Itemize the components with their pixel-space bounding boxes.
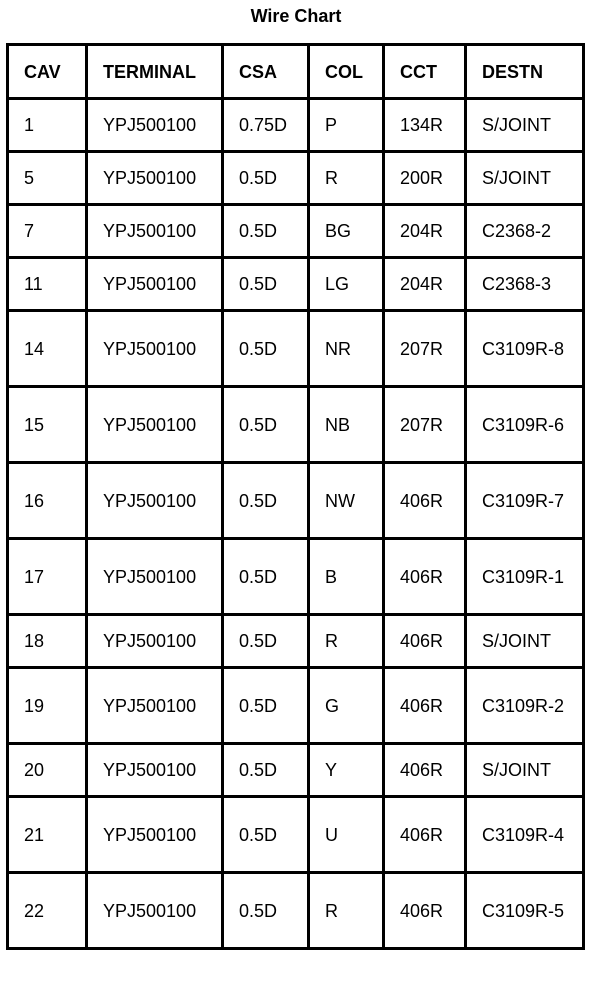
cell-col: BG [309,205,384,258]
cell-col: LG [309,258,384,311]
cell-cct: 406R [384,615,466,668]
cell-destn: C3109R-4 [466,797,584,873]
header-cav: CAV [8,45,87,99]
table-row [8,205,584,258]
cell-terminal: YPJ500100 [87,539,223,615]
cell-csa: 0.5D [223,539,309,615]
table-row [8,797,584,873]
cell-cav: 20 [8,744,87,797]
table-row [8,387,584,463]
page-title: Wire Chart [250,6,342,26]
cell-destn: C3109R-1 [466,539,584,615]
cell-cct: 406R [384,463,466,539]
header-cct: CCT [384,45,466,99]
table-row [8,539,584,615]
cell-col: NW [309,463,384,539]
table-row [8,744,584,797]
cell-cct: 207R [384,387,466,463]
cell-destn: C2368-3 [466,258,584,311]
cell-cav: 18 [8,615,87,668]
table-body [8,99,584,949]
cell-terminal: YPJ500100 [87,668,223,744]
wire-chart-table [6,43,585,950]
cell-cav: 17 [8,539,87,615]
cell-destn: S/JOINT [466,99,584,152]
cell-destn: C3109R-7 [466,463,584,539]
cell-cct: 134R [384,99,466,152]
cell-csa: 0.5D [223,873,309,949]
cell-destn: C2368-2 [466,205,584,258]
cell-csa: 0.5D [223,387,309,463]
cell-col: P [309,99,384,152]
header-destn: DESTN [466,45,584,99]
cell-col: U [309,797,384,873]
cell-cct: 204R [384,205,466,258]
cell-terminal: YPJ500100 [87,258,223,311]
header-terminal: TERMINAL [87,45,223,99]
cell-destn: C3109R-2 [466,668,584,744]
cell-terminal: YPJ500100 [87,615,223,668]
table-row [8,615,584,668]
cell-csa: 0.75D [223,99,309,152]
cell-cav: 19 [8,668,87,744]
cell-destn: C3109R-8 [466,311,584,387]
cell-csa: 0.5D [223,152,309,205]
cell-col: G [309,668,384,744]
header-col: COL [309,45,384,99]
cell-cav: 14 [8,311,87,387]
cell-destn: S/JOINT [466,152,584,205]
cell-cav: 15 [8,387,87,463]
cell-cct: 406R [384,668,466,744]
cell-terminal: YPJ500100 [87,205,223,258]
cell-cct: 207R [384,311,466,387]
cell-destn: S/JOINT [466,615,584,668]
cell-col: R [309,615,384,668]
cell-destn: S/JOINT [466,744,584,797]
cell-destn: C3109R-5 [466,873,584,949]
table-row [8,463,584,539]
cell-cav: 7 [8,205,87,258]
cell-terminal: YPJ500100 [87,797,223,873]
table-row [8,258,584,311]
cell-col: B [309,539,384,615]
cell-csa: 0.5D [223,463,309,539]
cell-col: R [309,873,384,949]
cell-csa: 0.5D [223,744,309,797]
table-row [8,99,584,152]
cell-cct: 200R [384,152,466,205]
cell-csa: 0.5D [223,668,309,744]
table-row [8,668,584,744]
table-row [8,873,584,949]
cell-cct: 204R [384,258,466,311]
header-row [8,45,584,99]
cell-terminal: YPJ500100 [87,387,223,463]
cell-destn: C3109R-6 [466,387,584,463]
cell-cav: 16 [8,463,87,539]
cell-csa: 0.5D [223,311,309,387]
cell-col: Y [309,744,384,797]
cell-col: NB [309,387,384,463]
cell-terminal: YPJ500100 [87,873,223,949]
cell-csa: 0.5D [223,205,309,258]
cell-csa: 0.5D [223,797,309,873]
cell-cct: 406R [384,797,466,873]
cell-cav: 5 [8,152,87,205]
cell-csa: 0.5D [223,615,309,668]
cell-terminal: YPJ500100 [87,744,223,797]
cell-terminal: YPJ500100 [87,99,223,152]
cell-terminal: YPJ500100 [87,463,223,539]
table-row [8,152,584,205]
cell-terminal: YPJ500100 [87,152,223,205]
cell-cct: 406R [384,744,466,797]
cell-terminal: YPJ500100 [87,311,223,387]
cell-cav: 21 [8,797,87,873]
cell-cct: 406R [384,873,466,949]
cell-col: R [309,152,384,205]
cell-col: NR [309,311,384,387]
header-csa: CSA [223,45,309,99]
cell-csa: 0.5D [223,258,309,311]
cell-cav: 22 [8,873,87,949]
cell-cav: 1 [8,99,87,152]
cell-cct: 406R [384,539,466,615]
table-row [8,311,584,387]
cell-cav: 11 [8,258,87,311]
